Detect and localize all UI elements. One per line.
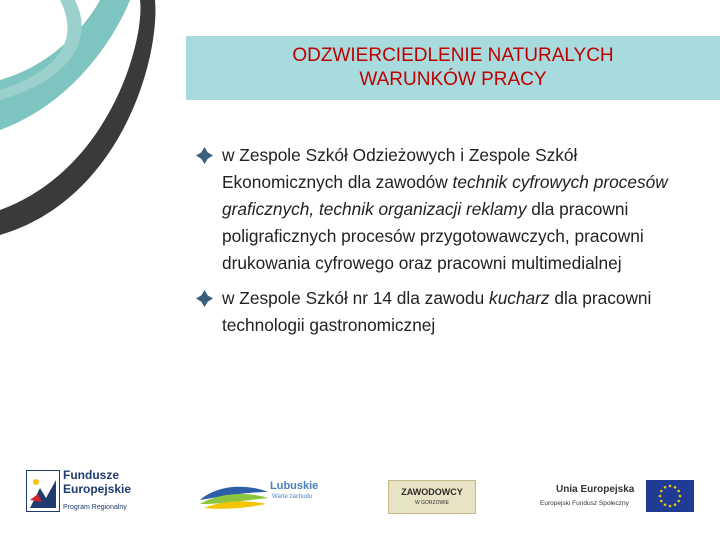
bullet-text: w Zespole Szkół nr 14 dla zawodu <box>222 288 490 308</box>
bullet-item <box>193 142 693 277</box>
bullet-list <box>193 142 693 347</box>
lubuskie-subtitle: Warte zachodu <box>272 494 313 500</box>
diamond-bullet-icon <box>196 290 213 307</box>
zawodowcy-logo-text: ZAWODOWCY <box>401 487 463 497</box>
lubuskie-logo-text: Lubuskie <box>270 480 319 492</box>
title-line-2: WARUNKÓW PRACY <box>359 69 547 90</box>
fundusze-europejskie-logo-icon <box>26 470 60 512</box>
zawodowcy-subtitle: W GORZOWIE <box>415 500 449 506</box>
bullet-text: dla pracowni poligraficznych procesów przygotowawczych, pracowni drukowania cyfrowego oraz pracowni multimedialnej <box>222 199 644 273</box>
bullet-italic: technik cyfrowych procesów graficznych, technik organizacji reklamy <box>222 172 668 219</box>
title-line-1: ODZWIERCIEDLENIE NATURALYCH <box>292 45 614 66</box>
fe-line-1: Fundusze <box>63 468 119 482</box>
fe-line-2: Europejskie <box>63 482 132 496</box>
ue-logo-text: Unia Europejska <box>556 484 635 495</box>
bullet-text: w Zespole Szkół Odzieżowych i Zespole Szkół Ekonomicznych dla zawodów <box>222 145 578 192</box>
lubuskie-logo-icon <box>198 478 270 512</box>
diamond-bullet-icon <box>196 147 213 164</box>
decorative-arcs <box>0 0 190 540</box>
fundusze-logo-text <box>63 468 131 496</box>
bullet-italic: kucharz <box>489 288 550 308</box>
slide-title <box>186 36 720 100</box>
fe-subtitle: Program Regionalny <box>63 504 127 511</box>
ue-subtitle: Europejski Fundusz Społeczny <box>540 500 629 507</box>
eu-flag-icon <box>646 480 694 512</box>
bullet-text: dla pracowni technologii gastronomicznej <box>222 288 652 335</box>
bullet-item <box>193 285 693 339</box>
zawodowcy-logo <box>388 480 476 514</box>
